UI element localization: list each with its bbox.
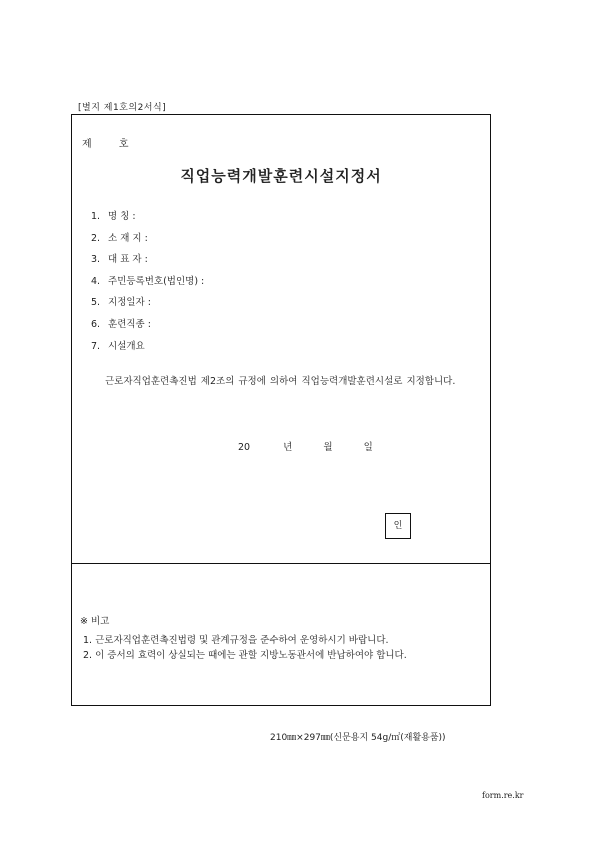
- field-item-training-type: [91, 319, 204, 341]
- item-number: 7.: [91, 340, 101, 352]
- item-label: 시설개요: [108, 340, 145, 352]
- item-number: 1.: [91, 211, 101, 222]
- item-label: 대 표 자 :: [108, 254, 148, 266]
- field-list: [91, 211, 204, 362]
- field-item-registration-number: [91, 276, 204, 298]
- date-month-unit: 월: [323, 442, 333, 453]
- form-reference: [별지 제1호의2서식]: [78, 103, 167, 113]
- notes-heading: ※ 비고: [80, 616, 110, 627]
- field-item-facility-overview: [91, 341, 204, 363]
- date-day-unit: 일: [363, 442, 373, 453]
- designation-statement: 근로자직업훈련촉진법 제2조의 규정에 의하여 직업능력개발훈련시설로 지정합니다.: [105, 376, 456, 387]
- field-item-address: [91, 233, 204, 255]
- document-title: 직업능력개발훈련시설지정서: [180, 167, 382, 185]
- item-label: 소 재 지 :: [108, 232, 148, 244]
- field-item-representative: [91, 254, 204, 276]
- item-label: 지정일자 :: [108, 297, 151, 309]
- paper-spec: 210㎜×297㎜(신문용지 54g/㎡(재활용품)): [270, 733, 446, 743]
- item-number: 5.: [91, 297, 101, 309]
- item-number: 4.: [91, 275, 101, 287]
- section-divider: [72, 563, 490, 564]
- item-label: 훈련직종 :: [108, 318, 151, 330]
- item-number: 2.: [91, 232, 101, 244]
- note-item: 2. 이 증서의 효력이 상실되는 때에는 관할 지방노동관서에 반납하여야 합니다.: [83, 650, 407, 661]
- certificate-number-line: [82, 135, 129, 150]
- certificate-frame: [71, 114, 491, 706]
- note-item: 1. 근로자직업훈련촉진법령 및 관계규정을 준수하여 운영하시기 바랍니다.: [83, 635, 389, 646]
- date-year-unit: 년: [283, 442, 293, 453]
- seal-box: 인: [385, 513, 411, 539]
- item-number: 3.: [91, 254, 101, 266]
- item-label: 주민등록번호(법인명) :: [108, 275, 205, 287]
- number-prefix: 제: [82, 139, 92, 150]
- field-item-name: [91, 211, 204, 233]
- site-footer: form.re.kr: [482, 791, 524, 800]
- issue-date: [238, 439, 373, 453]
- item-label: 명 칭 :: [108, 211, 136, 222]
- field-item-designation-date: [91, 297, 204, 319]
- date-year: 20: [238, 442, 251, 453]
- number-suffix: 호: [118, 139, 129, 150]
- item-number: 6.: [91, 318, 101, 330]
- notes-section: [80, 613, 407, 662]
